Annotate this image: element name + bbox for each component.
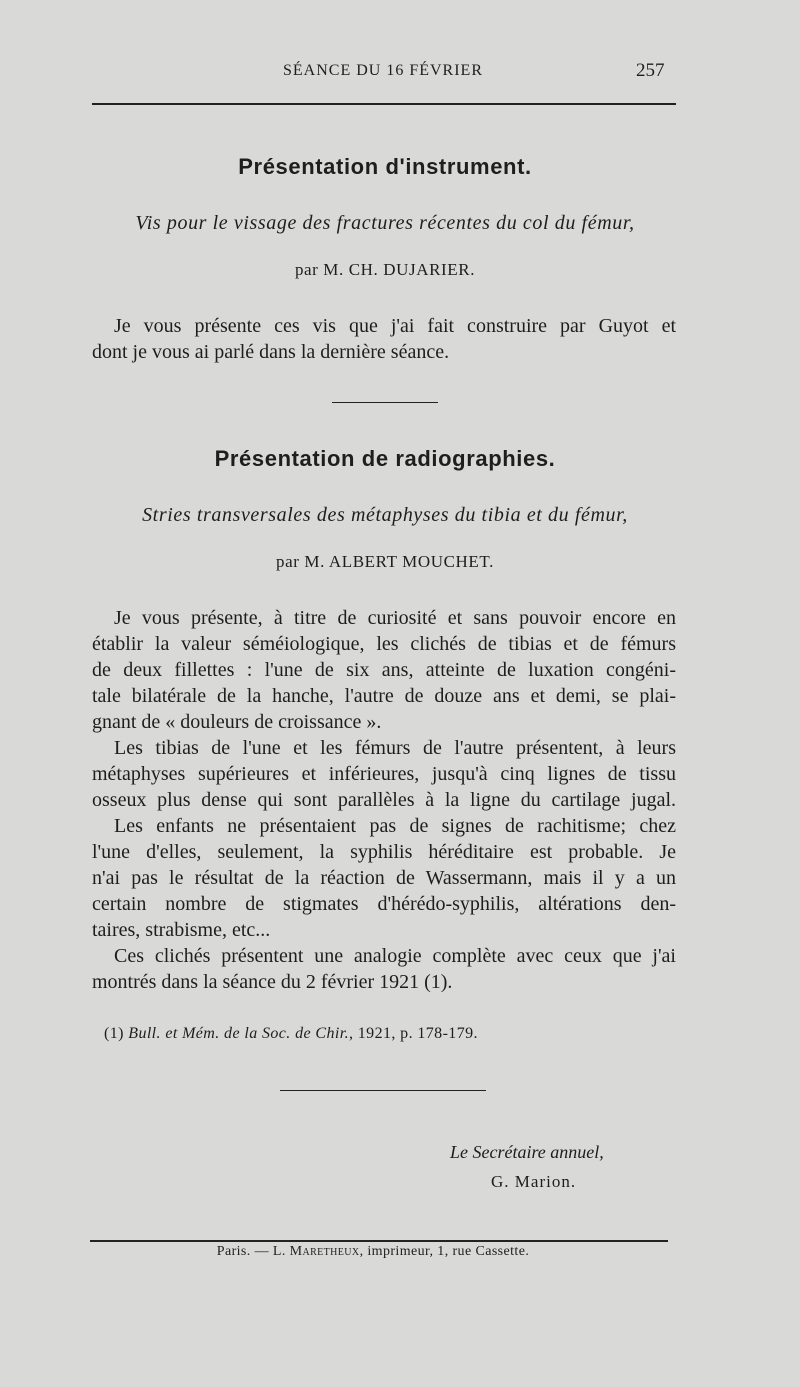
section-author-radiographies: par M. ALBERT MOUCHET. — [276, 552, 494, 571]
paragraph-line: l'une d'elles, seulement, la syphilis héréditaire est probable. Je — [92, 841, 676, 863]
paragraph-line: de deux fillettes : l'une de six ans, atteinte de luxation congéni- — [92, 659, 676, 681]
paragraph-line: montrés dans la séance du 2 février 1921 (1). — [92, 971, 453, 993]
paragraph-line: Les tibias de l'une et les fémurs de l'autre présentent, à leurs — [114, 737, 676, 759]
header-rule — [92, 103, 676, 105]
page-number: 257 — [636, 60, 665, 81]
footnote-rest: , 1921, p. 178-179. — [348, 1025, 478, 1042]
footnote — [104, 1025, 478, 1043]
section-heading-radiographies: Présentation de radiographies. — [214, 446, 556, 471]
footnote-source: Bull. et Mém. de la Soc. de Chir. — [128, 1025, 349, 1042]
footer-rule — [90, 1240, 668, 1242]
printer-imprint — [0, 1244, 746, 1260]
paragraph-line: Les enfants ne présentaient pas de signes de rachitisme; chez — [114, 815, 676, 837]
paragraph-line: métaphyses supérieures et inférieures, jusqu'à cinq lignes de tissu — [92, 763, 676, 785]
signature-title: Le Secrétaire annuel, — [450, 1142, 604, 1162]
paragraph-line: établir la valeur séméiologique, les clichés de tibias et de fémurs — [92, 633, 676, 655]
printer-name: Maretheux — [289, 1244, 360, 1259]
paragraph-line: Je vous présente, à titre de curiosité et sans pouvoir encore en — [114, 607, 676, 629]
section-author-instrument: par M. CH. DUJARIER. — [294, 260, 476, 279]
section-heading-instrument: Présentation d'instrument. — [238, 154, 532, 179]
footnote-number: (1) — [104, 1025, 124, 1042]
paragraph-line: tale bilatérale de la hanche, l'autre de douze ans et demi, se plai- — [92, 685, 676, 707]
section-divider — [332, 402, 438, 403]
paragraph-line: Ces clichés présentent une analogie complète avec ceux que j'ai — [114, 945, 676, 967]
running-header: SÉANCE DU 16 FÉVRIER — [282, 62, 483, 79]
signature-name: G. Marion. — [491, 1172, 577, 1191]
paragraph-line: certain nombre de stigmates d'hérédo-syphilis, altérations den- — [92, 893, 676, 915]
paragraph-line: Je vous présente ces vis que j'ai fait construire par Guyot et — [114, 315, 676, 337]
closing-divider — [280, 1090, 486, 1091]
printer-prefix: Paris. — L. — [216, 1244, 286, 1259]
printer-suffix: , imprimeur, 1, rue Cassette. — [359, 1244, 530, 1259]
section-subtitle-radiographies: Stries transversales des métaphyses du tibia et du fémur, — [142, 504, 628, 526]
paragraph-line: n'ai pas le résultat de la réaction de Wassermann, mais il y a un — [92, 867, 676, 889]
paragraph-line: osseux plus dense qui sont parallèles à la ligne du cartilage jugal. — [92, 789, 676, 811]
paragraph-line: taires, strabisme, etc... — [92, 919, 271, 941]
paragraph-line: dont je vous ai parlé dans la dernière séance. — [92, 341, 450, 363]
section-subtitle-instrument: Vis pour le vissage des fractures récentes du col du fémur, — [135, 212, 635, 234]
paragraph-line: gnant de « douleurs de croissance ». — [92, 711, 382, 733]
